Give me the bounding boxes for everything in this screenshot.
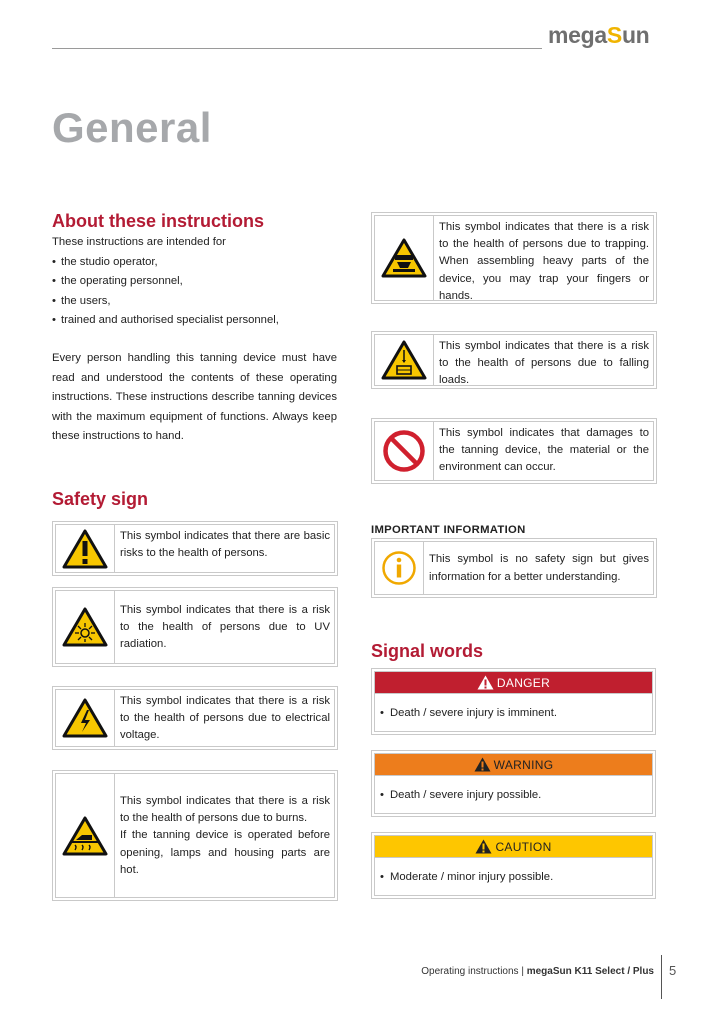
- safety-sign-trapping: [371, 212, 657, 304]
- about-paragraph: Every person handling this tanning device must have read and understood the contents of these operating instructions. These instructions describe tanning devices with the maximum equipment of functions. Always keep these instructions to hand.: [52, 352, 337, 442]
- important-heading: IMPORTANT INFORMATION: [371, 524, 526, 536]
- warning-triangle-icon: [474, 757, 491, 772]
- brand-logo: megaSun: [548, 22, 650, 48]
- electrical-voltage-icon: [62, 698, 108, 738]
- hot-surface-icon: [62, 816, 108, 856]
- page-title: General: [52, 104, 212, 151]
- warning-triangle-icon: [475, 839, 492, 854]
- about-section: [52, 233, 337, 331]
- info-icon: [381, 550, 417, 586]
- important-info-box: [371, 538, 657, 598]
- header-rule: [52, 48, 542, 49]
- list-item: • trained and authorised specialist personnel,: [52, 311, 337, 331]
- safety-sign-falling-loads: [371, 331, 657, 389]
- safety-sign-damage: [371, 418, 657, 484]
- signal-danger: [371, 668, 656, 735]
- signal-words-heading: Signal words: [371, 641, 484, 661]
- sign-description: This symbol indicates that there is a risk to the health of persons due to electrical voltage.: [120, 694, 330, 742]
- signal-caution: [371, 832, 656, 899]
- prohibition-icon: [382, 429, 426, 473]
- sign-description: This symbol indicates that there is a risk to the health of persons due to burns. If the tanning device is operated before opening, lamps and housing parts are hot.: [120, 794, 330, 876]
- general-warning-icon: [62, 529, 108, 569]
- danger-header: [374, 671, 653, 694]
- danger-description: • Death / severe injury is imminent.: [374, 694, 653, 732]
- list-item: • the users,: [52, 292, 337, 312]
- trapping-hazard-icon: [381, 238, 427, 278]
- safety-sign-electrical: [52, 686, 338, 750]
- warning-header: [374, 753, 653, 776]
- falling-loads-icon: [381, 340, 427, 380]
- sign-description: This symbol indicates that there is a risk to the health of persons due to falling loads.: [439, 340, 649, 387]
- safety-heading: Safety sign: [52, 489, 149, 509]
- safety-sign-burns: [52, 770, 338, 901]
- signal-warning: [371, 750, 656, 817]
- danger-label: DANGER: [496, 675, 551, 690]
- warning-label: WARNING: [493, 757, 554, 772]
- safety-sign-general: [52, 521, 338, 576]
- sign-description: This symbol indicates that damages to the tanning device, the material or the environment can occur.: [439, 427, 649, 474]
- sign-description: This symbol indicates that there is a risk to the health of persons due to UV radiation.: [120, 603, 330, 651]
- footer-text: Operating instructions | megaSun K11 Select / Plus: [421, 966, 654, 977]
- about-intro: These instructions are intended for: [52, 236, 226, 248]
- caution-description: • Moderate / minor injury possible.: [374, 858, 653, 896]
- list-item: • the studio operator,: [52, 253, 337, 273]
- list-item: • the operating personnel,: [52, 272, 337, 292]
- caution-header: [374, 835, 653, 858]
- important-text: This symbol is no safety sign but gives information for a better understanding.: [429, 553, 649, 583]
- sign-description: This symbol indicates that there are basic risks to the health of persons.: [120, 530, 330, 560]
- footer-divider: [661, 955, 662, 999]
- safety-sign-uv: [52, 587, 338, 667]
- uv-radiation-icon: [62, 607, 108, 647]
- sign-description: This symbol indicates that there is a risk to the health of persons due to trapping. When assembling heavy parts of the device, you may trap your fingers or hands.: [439, 221, 649, 302]
- warning-description: • Death / severe injury possible.: [374, 776, 653, 814]
- page-number: 5: [669, 963, 677, 978]
- about-heading: About these instructions: [52, 211, 265, 231]
- warning-triangle-icon: [477, 675, 494, 690]
- caution-label: CAUTION: [495, 839, 552, 854]
- audience-list: [52, 253, 337, 331]
